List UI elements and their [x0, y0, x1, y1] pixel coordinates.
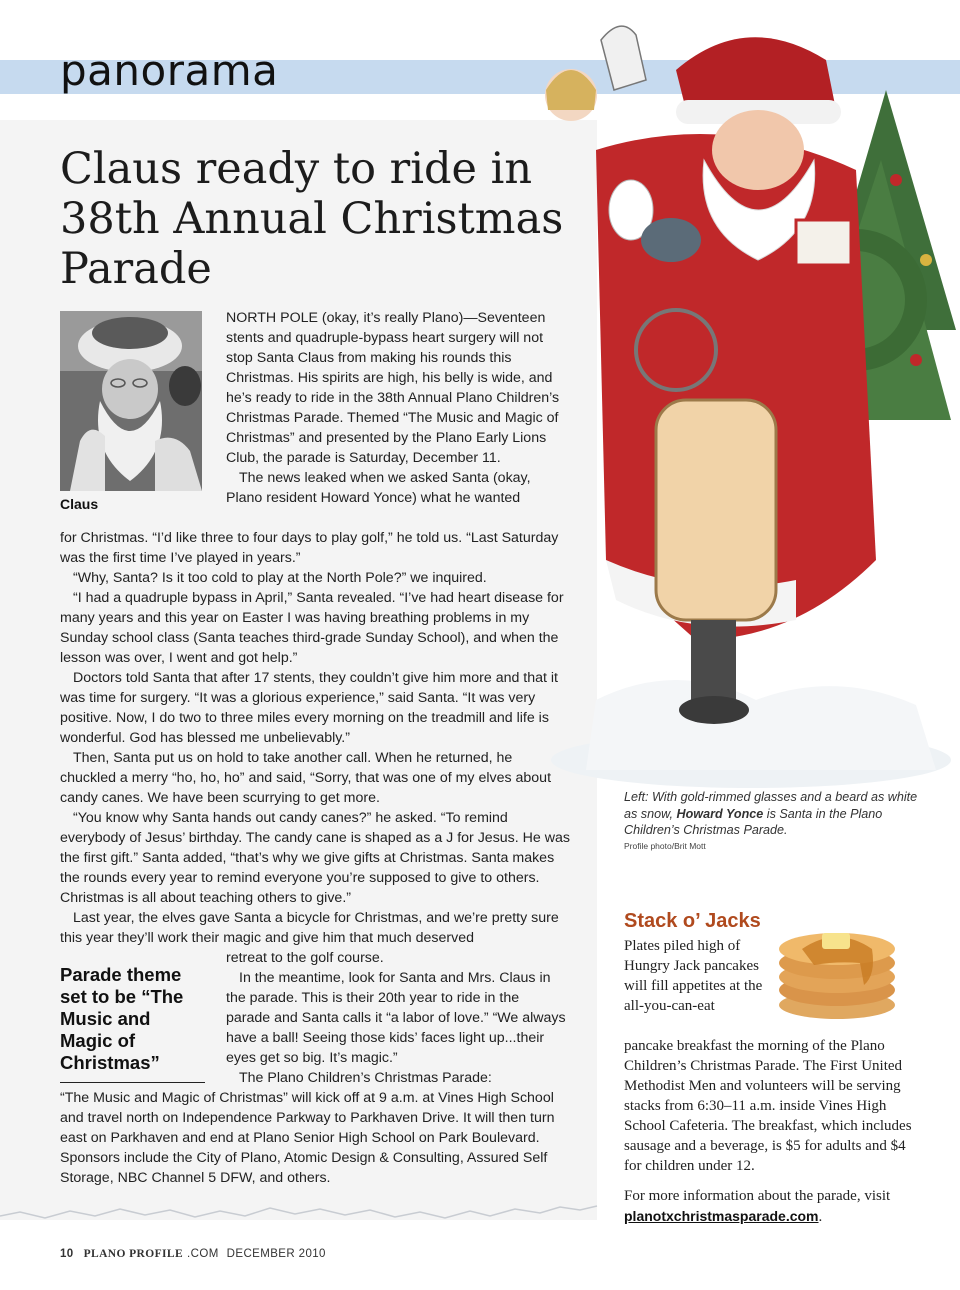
- article-paragraph: retreat to the golf course.: [226, 950, 384, 966]
- claus-photo: [60, 311, 202, 491]
- torn-paper-edge: [0, 1198, 620, 1238]
- section-title: panorama: [60, 46, 279, 95]
- article-body-wide-2: [60, 1088, 570, 1188]
- pull-quote: Parade theme set to be “The Music and Magic of Christmas”: [60, 964, 205, 1083]
- article-paragraph: for Christmas. “I’d like three to four days to play golf,” he told us. “Last Saturday was the first time I’ve played in years.”: [60, 530, 559, 566]
- page-number: 10: [60, 1248, 74, 1260]
- article-paragraph: “Why, Santa? Is it too cold to play at the North Pole?” we inquired.: [73, 570, 487, 586]
- photo-credit: Profile photo/Brit Mott: [624, 841, 706, 851]
- article-body-narrow-2: [226, 948, 566, 1088]
- sidebar-text-wide: pancake breakfast the morning of the Plano Children’s Christmas Parade. The First United Methodist Men and volunteers will be serving stacks from 6:30–11 a.m. inside Vines High School Cafeteria. The breakfast, which includes sausage and a beverage, is $5 for adults and $4 for children under 12.: [624, 1038, 912, 1174]
- article-paragraph: The Plano Children’s Christmas Parade:: [239, 1070, 492, 1086]
- page-footer: [60, 1248, 326, 1260]
- magazine-name: PLANO PROFILE: [83, 1248, 184, 1260]
- pancake-stack-illustration-icon: [772, 915, 902, 1025]
- article-paragraph: Then, Santa put us on hold to take another call. When he returned, he chuckled a merry “ho, ho, ho” and said, “Sorry, that was one of my elves about candy canes. We have been scurrying to get more.: [60, 750, 552, 806]
- photo-caption: Claus: [60, 496, 99, 512]
- more-info-suffix: .: [818, 1209, 823, 1225]
- sidebar-text-narrow: Plates piled high of Hungry Jack pancakes will fill appetites at the all-you-can-eat: [624, 938, 763, 1014]
- parade-website-link[interactable]: planotxchristmasparade.com: [624, 1208, 819, 1224]
- article-paragraph: “The Music and Magic of Christmas” will kick off at 9 a.m. at Vines High School and travel north on Independence Parkway to Parkhaven Drive. It will then turn east on Parkhaven and end at Plano Senior High School on Park Boulevard. Sponsors include the City of Plano, Atomic Design & Consulting, Assured Self Storage, NBC Channel 5 DFW, and others.: [60, 1090, 555, 1186]
- santa-photo-icon: [60, 311, 202, 491]
- article-body-wide: [60, 528, 570, 948]
- article-paragraph: Doctors told Santa that after 17 stents, they couldn’t give him more and that it was time for surgery. “It was a glorious experience,” said Santa. “It was very positive. Now, I do two to three miles every morning on the treadmill and life is wonderful. God has blessed me unbelievably.”: [60, 670, 559, 746]
- article-paragraph: In the meantime, look for Santa and Mrs. Claus in the parade. This is their 20th year to ride in the parade and Santa calls it “a labor of love.” “We always have a ball! Seeing those kids’ faces light up...their eyes get so big. It’s magic.”: [226, 970, 566, 1066]
- article-paragraph: Last year, the elves gave Santa a bicycle for Christmas, and we’re pretty sure this year they’ll work their magic and give him that much deserved: [60, 910, 559, 946]
- sidebar-title: Stack o’ Jacks: [624, 910, 761, 932]
- sidebar-more-info: [624, 1186, 924, 1227]
- article-paragraph: “You know why Santa hands out candy canes?” he asked. “To remind everybody of Jesus’ birthday. The candy cane is shaped as a J for Jesus. He was the first gift.” Santa added, “that’s why we give gifts at Christmas. Santa makes the rounds every year to remind everyone you’re supposed to give to others. Christmas is all about teaching others to give.”: [60, 810, 570, 906]
- article-paragraph: The news leaked when we asked Santa (okay, Plano resident Howard Yonce) what he wanted: [226, 470, 531, 506]
- article-headline: Claus ready to ride in 38th Annual Christmas Parade: [60, 144, 564, 294]
- santa-illustration-icon: [496, 0, 960, 790]
- magazine-dotcom: .COM: [187, 1248, 219, 1260]
- article-paragraph: “I had a quadruple bypass in April,” Santa revealed. “I’ve had heart disease for many years and this year on Easter I was having breathing problems in my Sunday school class (Santa teaches third-grade Sunday School), and when the lesson was over, I went and got help.”: [60, 590, 564, 666]
- more-info-prefix: For more information about the parade, visit: [624, 1188, 891, 1204]
- caption-text-pre: Left: With gold-rimmed glasses and a beard as white as snow,: [624, 790, 918, 821]
- illustration-caption: [624, 789, 924, 839]
- article-paragraph: NORTH POLE (okay, it’s really Plano)—Seventeen stents and quadruple-bypass heart surgery will not stop Santa Claus from making his rounds this Christmas. His spirits are high, his belly is wide, and he’s ready to ride in the 38th Annual Plano Children’s Christmas Parade. Themed “The Music and Magic of Christmas” and presented by the Plano Early Lions Club, the parade is Saturday, December 11.: [226, 310, 560, 466]
- caption-name: Howard Yonce: [676, 806, 764, 821]
- issue-date: DECEMBER 2010: [226, 1248, 326, 1260]
- caption-text-post: is Santa in the Plano Children’s Christmas Parade.: [624, 806, 883, 837]
